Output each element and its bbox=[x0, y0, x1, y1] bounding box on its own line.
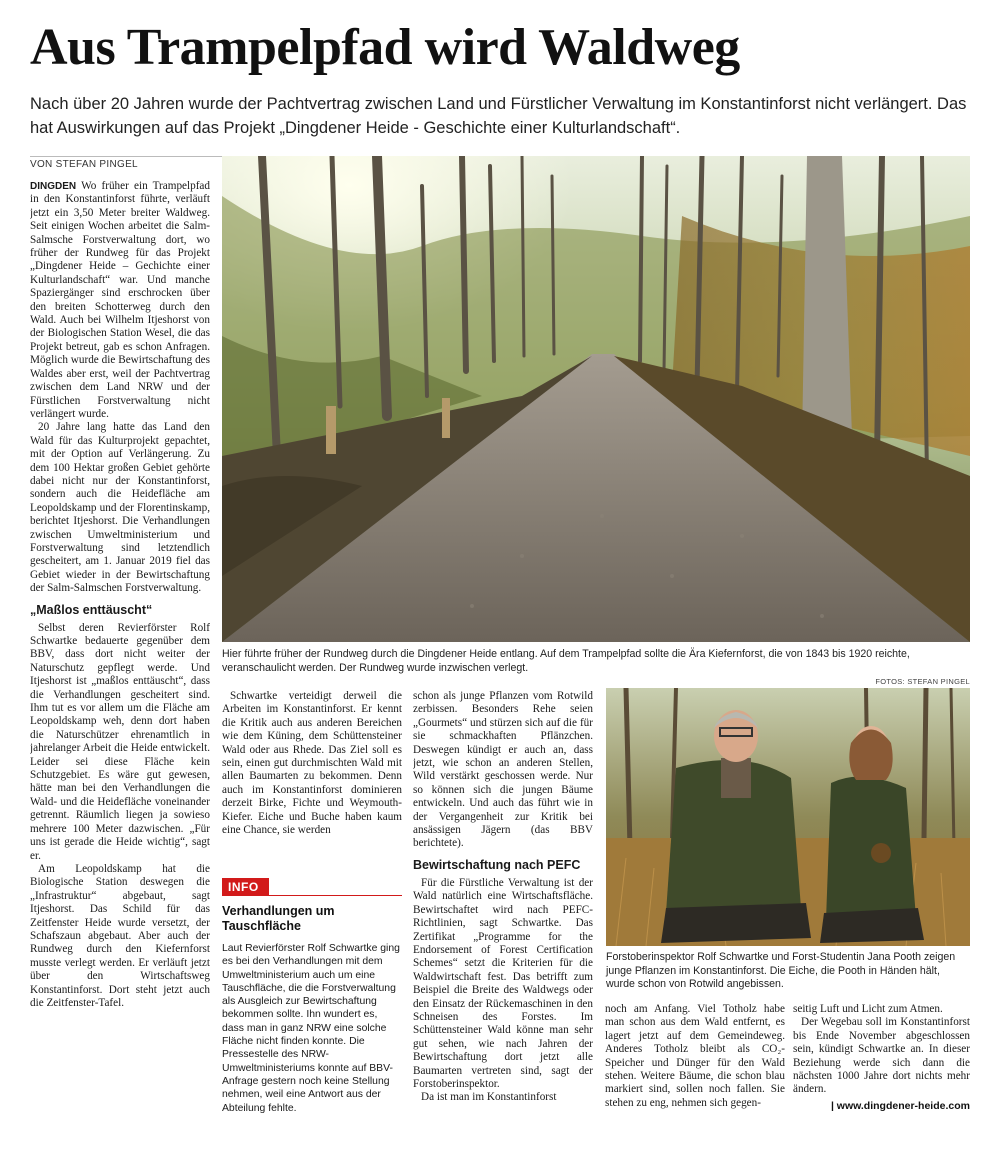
paragraph: Schwartke verteidigt derweil die Arbeiten im Konstantinforst. Er kennt die Kritik auch aus anderen Bereichen wie dem Küning, dem Schüttensteiner Wald oder aus Rhede. Das Ziel soll es sein, einen gut durchmischten Wald mit allen Baumarten zu bekommen. Denn auch im Konstantinforst dominieren derzeit Birke, Fichte und Weymouth-Kiefer. Eiche und Buche haben kaum eine Chance, sie werden bbox=[222, 690, 402, 837]
article-column-2 bbox=[222, 690, 402, 875]
subheading: „Maßlos enttäuscht“ bbox=[30, 602, 153, 617]
forest-path-illustration bbox=[222, 156, 970, 642]
subheadline: Nach über 20 Jahren wurde der Pachtvertrag zwischen Land und Fürstlicher Verwaltung im Konstantinforst nicht verlängert. Das hat Auswirkungen auf das Projekt „Dingdener Heide - Geschichte einer Kulturlandschaft“. bbox=[30, 95, 967, 137]
photo-credit: FOTOS: STEFAN PINGEL bbox=[875, 677, 970, 686]
article-column-5 bbox=[793, 1003, 970, 1128]
paragraph: 20 Jahre lang hatte das Land den Wald für das Kulturprojekt gepachtet, mit der Option auf Verlängerung. Zu dem 100 Hektar großen Gebiet gehörte dabei nicht nur der Konstantinforst, sondern auch die Heidefläche am Leopoldskamp und der Florentinskamp, berichtet Itjeshorst. Die Verhandlungen zwischen Umweltministerium und Forstverwaltung sind letztendlich gescheitert, am 1. Januar 2019 fiel das Gebiet wieder in der Bewirtschaftung der Salm-Salmschen Forstverwaltung. bbox=[30, 421, 210, 595]
info-title: Verhandlungen um Tauschfläche bbox=[222, 904, 335, 933]
paragraph: Da ist man im Konstantinforst bbox=[421, 1091, 557, 1104]
main-photo-caption: Hier führte früher der Rundweg durch die Dingdener Heide entlang. Auf dem Trampelpfad sollte die Ära Kiefernforst, die von 1843 bis 1920 reichte, veranschaulicht werden. Der Rundweg wurde inzwischen verlegt. bbox=[222, 648, 910, 674]
people-illustration bbox=[606, 688, 970, 946]
website-separator: | bbox=[831, 1099, 834, 1112]
people-photo-caption: Forstoberinspektor Rolf Schwartke und Forst-Studentin Jana Pooth zeigen junge Pflanzen im Konstantinforst. Die Eiche, die Pooth in Händen hält, wurde schon von Rotwild angebissen. bbox=[606, 951, 956, 990]
subheading: Bewirtschaftung nach PEFC bbox=[413, 857, 581, 872]
info-box bbox=[222, 878, 402, 1130]
info-body: Laut Revierförster Rolf Schwartke ging es bei den Verhandlungen mit dem Umweltministerium auch um eine Tauschfläche, die die Forstverwaltung als Ausgleich zur Bewirtschaftung bekommen sollte. Ihn wundert es, dass man in ganz NRW eine solche Fläche nicht finden konnte. Die Pressestelle des NRW-Umweltministeriums konnte auf BBV-Anfrage gestern noch keine Stellung nehmen, weil eine Antwort aus der Abteilung fehlte. bbox=[222, 943, 400, 1114]
people-photo bbox=[606, 688, 970, 946]
forest-path-photo bbox=[222, 156, 970, 642]
paragraph: Selbst deren Revierförster Rolf Schwartke bedauerte gegenüber dem BBV, dass dort nicht weiter der Naturschutz gepflegt werde. Und Itjeshorst ist „maßlos enttäuscht“, dass die Verhandlungen gescheitert sind. Ihm tut es vor allem um die Fläche am Leopoldskamp weh, denn dort haben die Naturschützer ehrenamtlich in jahrelanger Arbeit die Heide entwickelt. Leider sei diese Fläche kein Schutzgebiet. Es wäre gut gewesen, hätte man bei den Verhandlungen die Wald- und die Heidefläche voneinander getrennt. Räumlich liegen ja sowieso mehrere 100 Meter dazwischen. „Für uns ist gerade die Heide wichtig“, sagt er. bbox=[30, 621, 210, 862]
paragraph: Für die Fürstliche Verwaltung ist der Wald natürlich eine Wirtschaftsfläche. Bewirtschaftet wird nach PEFC-Richtlinien, sagt Schwartke. Das Zertifikat „Programme for the Endorsement of Forest Certification Schemes“ setzt die Kriterien für die Waldwirtschaft fest. Das betrifft zum Beispiel die Breite des Waldwegs oder den Einsatz der Rückemaschinen in den Schneisen des Forstes. Im Schüttensteiner Wald könne man sehr gut sehen, wie nach Jahren der Bewirtschaftung dort jetzt alle Baumarten vertreten sind, sagt der Forstoberinspektor. bbox=[413, 876, 593, 1090]
headline: Aus Trampelpfad wird Waldweg bbox=[30, 19, 740, 76]
article-column-3 bbox=[413, 690, 593, 1130]
article-column-1 bbox=[30, 180, 210, 1130]
dateline: DINGDEN bbox=[30, 181, 77, 192]
info-tag: INFO bbox=[222, 878, 269, 896]
byline: VON STEFAN PINGEL bbox=[30, 159, 138, 170]
paragraph: noch am Anfang. Viel Totholz habe man schon aus dem Wald entfernt, es lagert jetzt auf dem Gemeindeweg. Anderes Totholz bleibt als CO₂-Speicher und Dünger für den Wald stehen. Weitere Bäume, die schon blau markiert sind, sollen noch fallen. Sie stehen zu eng, nehmen sich gegen- bbox=[605, 1003, 785, 1109]
paragraph: Der Wegebau soll im Konstantinforst bis Ende November abgeschlossen sein, kündigt Schwartke an. In dieser Beziehung werde sich dann die nächsten 1000 Jahre dort nichts mehr ändern. bbox=[793, 1016, 970, 1096]
paragraph: seitig Luft und Licht zum Atmen. bbox=[793, 1003, 943, 1015]
paragraph: Wo früher ein Trampelpfad in den Konstantinforst führte, verläuft jetzt ein 3,50 Meter breiter Waldweg. Seit einigen Wochen arbeitet die Salm-Salmsche Forstverwaltung dort, wo früher der Rundweg für das Projekt „Dingdener Heide – Gechichte einer Kulturlandschaft“ war. Und manche Spaziergänger sind erschrocken über den breiten Schotterweg durch den Wald. Auch bei Wilhelm Itjeshorst von der Biologischen Station Wesel, die das Projekt betreut, gab es schon Anfragen. Möglich wurde die Bewirtschaftung des Waldes aber erst, weil der Pachtvertrag zwischen dem Land NRW und der Fürstlichen Forstverwaltung nicht verlängert wurde. bbox=[30, 180, 210, 420]
paragraph: schon als junge Pflanzen vom Rotwild zerbissen. Besonders Rehe seien „Gourmets“ und stürzen sich auf die für sie schmackhaften Pflänzchen. Deswegen kündigt er auch an, dass jetzt, wie schon an anderen Stellen, Wild verstärkt geschossen werde. Nur so können sich die jungen Bäume entwickeln. Und auch das führt wie in der Vergangenheit zur Kritik bei ansässigen Jägern (das BBV berichtete). bbox=[413, 690, 593, 850]
paragraph: Am Leopoldskamp hat die Biologische Station deswegen die „Infrastruktur“ abgebaut, sagt Itjeshorst. Das Schild für das Zeitfenster Heide wurde versetzt, der Schafszaun abgebaut. Aber auch der Rundweg durch den Kiefernforst musste verlegt werden. Er verläuft jetzt über den Wirtschaftsweg Konstantinforst. Dort steht jetzt auch die Zeitfenster-Tafel. bbox=[30, 862, 210, 1009]
website-link[interactable]: www.dingdener-heide.com bbox=[836, 1099, 970, 1112]
article-column-4 bbox=[605, 1003, 785, 1130]
